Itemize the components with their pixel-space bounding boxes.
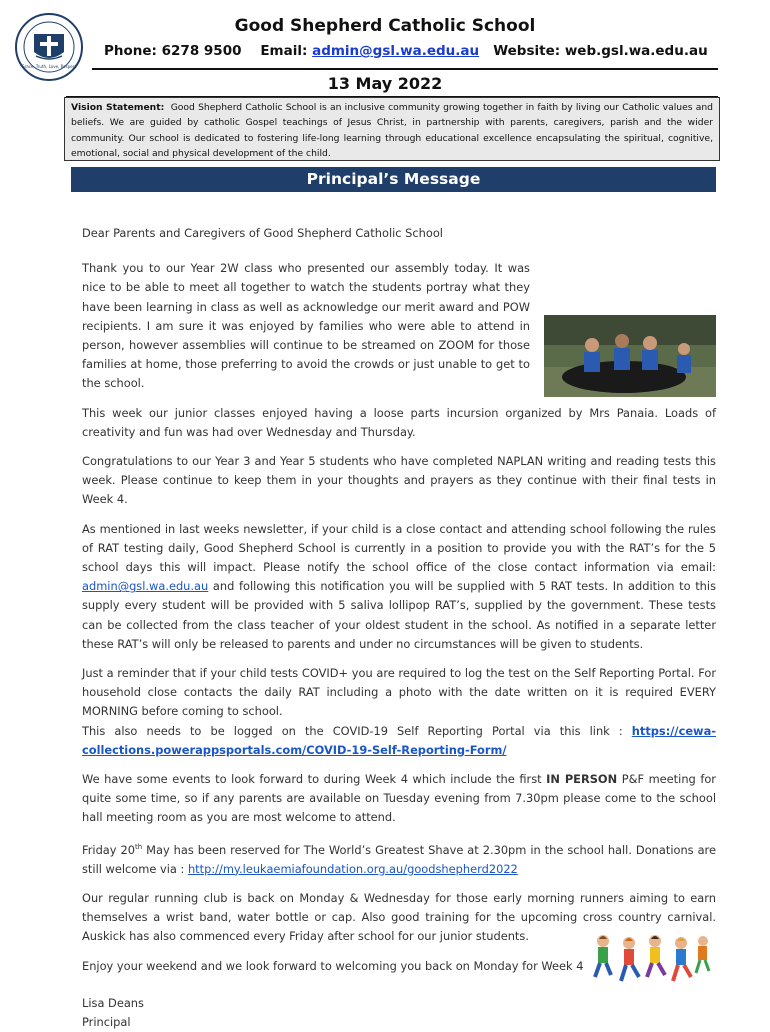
- email-link[interactable]: admin@gsl.wa.edu.au: [312, 43, 480, 59]
- email-label: Email:: [260, 43, 308, 59]
- covid-portal-link[interactable]: https://cewa-collections.powerappsportals.com/COVID-19-Self-Reporting-Form/: [82, 723, 716, 757]
- students-photo: [544, 315, 716, 397]
- covid-text-b: This also needs to be logged on the COVID-19 Self Reporting Portal via this link :: [82, 723, 632, 738]
- newsletter-date: 13 May 2022: [327, 74, 443, 93]
- paragraph-rat: [82, 520, 716, 654]
- phone-label: Phone: 6278 9500: [104, 43, 242, 59]
- covid-text-a: Just a reminder that if your child tests COVID+ you are required to log the test on the Self Reporting Portal. For household close contacts the daily RAT including a photo with the date written on it is required EVERY MORNING before coming to school.: [82, 666, 716, 719]
- paragraph-assembly-text: Thank you to our Year 2W class who presented our assembly today. It was nice to be able to meet all together to watch the students portray what they have been learning in class as well as acknowledge our merit award and POW recipients. I am sure it was enjoyed by families who were able to attend in person, however assemblies will continue to be streamed on ZOOM for those families at home, those preferring to avoid the crowds or just unable to get to the school.: [82, 261, 530, 391]
- section-title: Principal’s Message: [71, 167, 716, 192]
- events-text-b: P&F meeting for quite some time, so if any parents are available on Tuesday evening from 7.30pm please come to the school hall meeting room as you are most welcome to attend.: [82, 772, 716, 825]
- vision-label: Vision Statement:: [71, 102, 165, 113]
- website-label: Website: web.gsl.wa.edu.au: [493, 43, 708, 59]
- vision-text: Good Shepherd Catholic School is an inclusive community growing together in faith by living our Catholic values and beliefs. We are guided by catholic Gospel teachings of Jesus Christ, in partnership with parents, caregivers, parish and the wider community. Our school is dedicated to fostering life-long learning through educational excellence encapsulating the spiritual, cognitive, emotional, social and physical development of the child.: [71, 102, 714, 160]
- school-name: Good Shepherd Catholic School: [234, 16, 536, 36]
- paragraph-shave: [82, 838, 716, 879]
- shave-text-b: May has been reserved for The World’s Greatest Shave at 2.30pm in the school hall. Donations are still welcome via :: [82, 842, 716, 876]
- paragraph-incursion: This week our junior classes enjoyed having a loose parts incursion organized by Mrs Panaia. Loads of creativity and fun was had over Wednesday and Thursday.: [82, 405, 716, 439]
- paragraph-closing: Enjoy your weekend and we look forward to welcoming you back on Monday for Week 4: [82, 958, 584, 973]
- signatory-title: Principal: [82, 1014, 131, 1029]
- vision-statement-box: [64, 97, 720, 161]
- paragraph-assembly: [82, 259, 716, 393]
- letter-body: [82, 224, 716, 1032]
- greeting: Dear Parents and Caregivers of Good Shepherd Catholic School: [82, 226, 443, 240]
- donation-link[interactable]: http://my.leukaemiafoundation.org.au/goodshepherd2022: [187, 861, 518, 876]
- paragraph-events: [82, 770, 716, 828]
- in-person-emphasis: IN PERSON: [546, 772, 618, 787]
- signatory-name: Lisa Deans: [82, 995, 144, 1010]
- header-divider: [92, 68, 718, 70]
- paragraph-covid: [82, 664, 716, 760]
- paragraph-naplan: Congratulations to our Year 3 and Year 5 students who have completed NAPLAN writing and reading tests this week. Please continue to keep them in your thoughts and prayers as they continue with their final tests in Week 4.: [82, 454, 716, 507]
- rat-text-b: and following this notification you will be supplied with 5 RAT tests. In addition to this supply every student will be provided with 5 saliva lollipop RAT’s, supplied by the government. These tests can be collected from the class teacher of your oldest student in the school. As notified in a separate letter these RAT’s will only be released to parents and under no circumstances will be given to students.: [82, 579, 716, 651]
- motto-text: Grace, Truth, Love, Respect: [21, 64, 77, 69]
- rat-email-link[interactable]: admin@gsl.wa.edu.au: [82, 579, 209, 594]
- running-kids-clipart: [591, 929, 711, 993]
- rat-text-a: As mentioned in last weeks newsletter, if your child is a close contact and attending school following the rules of RAT testing daily, Good Shepherd School is currently in a position to provide you with the RAT’s for the 5 school days this will impact. Please notify the school office of the close contact information via email:: [82, 521, 716, 575]
- contact-line: [104, 43, 708, 59]
- events-text-a: We have some events to look forward to during Week 4 which include the first: [82, 772, 547, 787]
- shave-text-a: Friday 20: [82, 842, 135, 857]
- ordinal-suffix: th: [134, 842, 143, 851]
- paragraph-running-club: Our regular running club is back on Monday & Wednesday for those early morning runners aiming to earn themselves a wrist band, water bottle or cap. Also good training for the upcoming cross country carnival. Auskick has also commenced every Friday after school for our junior students.: [82, 890, 716, 944]
- signature-block: [82, 994, 716, 1032]
